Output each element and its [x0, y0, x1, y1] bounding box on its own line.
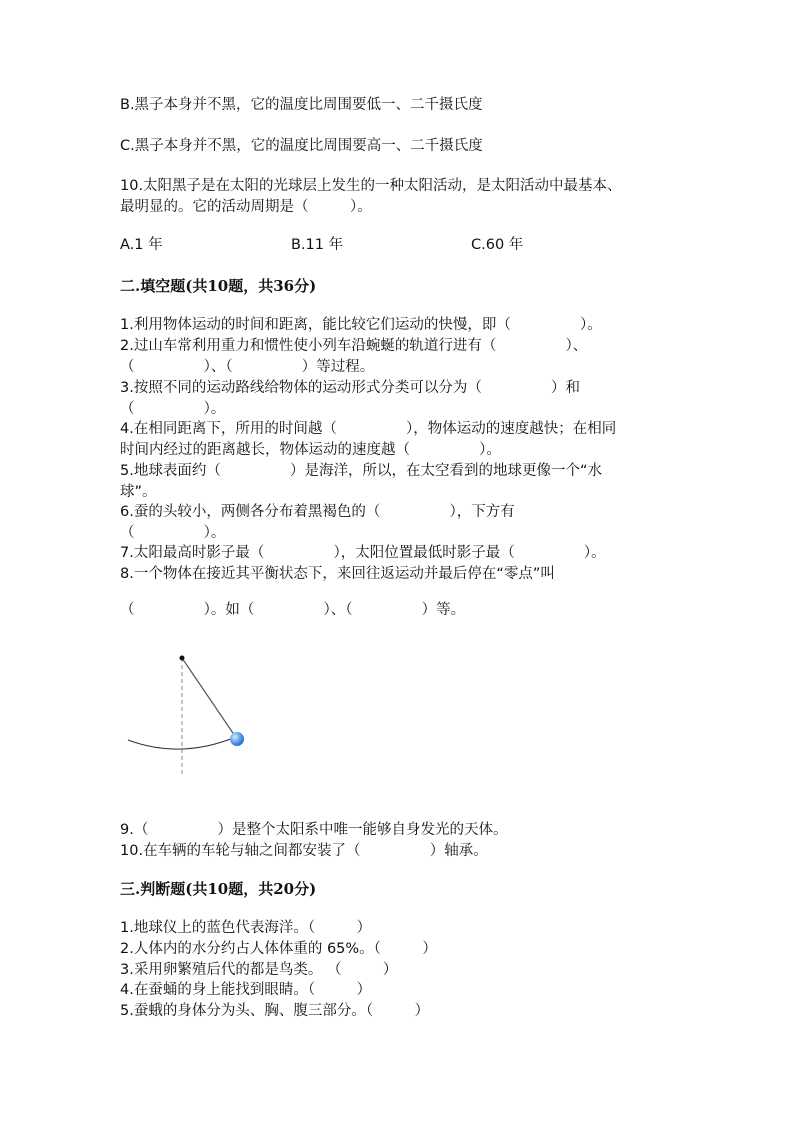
- fill-line: （ ）。: [120, 525, 226, 541]
- fill-line: 6.蚕的头较小，两侧各分布着黑褐色的（ ），下方有: [120, 504, 515, 520]
- pivot-point: [180, 656, 185, 661]
- judge-line: 4.在蚕蛹的身上能找到眼睛。（ ）: [120, 982, 372, 998]
- judge-line: 2.人体内的水分约占人体体重的 65%。（ ）: [120, 941, 437, 957]
- fill-q10: 10.在车辆的车轮与轴之间都安装了（ ）轴承。: [120, 843, 488, 859]
- fill-line: 1.利用物体运动的时间和距离，能比较它们运动的快慢，即（ ）。: [120, 317, 602, 333]
- choice-option-c: C.黑子本身并不黑，它的温度比周围要高一、二千摄氏度: [120, 138, 483, 154]
- question-10-line2: 最明显的。它的活动周期是（ ）。: [120, 199, 372, 215]
- judge-line: 3.采用卵繁殖后代的都是鸟类。 （ ）: [120, 962, 398, 978]
- fill-line: 2.过山车常利用重力和惯性使小列车沿蜿蜒的轨道行进有（ ）、: [120, 338, 588, 354]
- swing-arc: [128, 736, 238, 749]
- judge-line: 5.蚕蛾的身体分为头、胸、腹三部分。（ ）: [120, 1003, 430, 1019]
- fill-section-heading: 二.填空题(共10题，共36分): [120, 277, 317, 295]
- fill-line: 5.地球表面约（ ）是海洋，所以，在太空看到的地球更像一个“水: [120, 463, 602, 479]
- fill-q9: 9.（ ）是整个太阳系中唯一能够自身发光的天体。: [120, 822, 508, 838]
- choice-option-b: B.黑子本身并不黑，它的温度比周围要低一、二千摄氏度: [120, 97, 483, 113]
- fill-line: 7.太阳最高时影子最（ ），太阳位置最低时影子最（ ）。: [120, 545, 606, 561]
- fill-line: （ ）、（ ）等过程。: [120, 359, 375, 375]
- question-10-option-c: C.60 年: [471, 237, 524, 253]
- question-10-option-a: A.1 年: [120, 237, 163, 253]
- judge-line: 1.地球仪上的蓝色代表海洋。（ ）: [120, 920, 372, 936]
- fill-line: 8.一个物体在接近其平衡状态下，来回往返运动并最后停在“零点”叫: [120, 566, 555, 582]
- pendulum-bob: [230, 732, 244, 746]
- fill-line: 4.在相同距离下，所用的时间越（ ），物体运动的速度越快；在相同: [120, 421, 617, 437]
- fill-line: 球”。: [120, 484, 157, 500]
- pendulum-figure: [120, 648, 260, 778]
- fill-line: （ ）。: [120, 401, 226, 417]
- question-10-line1: 10.太阳黑子是在太阳的光球层上发生的一种太阳活动，是太阳活动中最基本、: [120, 178, 622, 194]
- pendulum-string: [182, 658, 237, 739]
- fill-line: 时间内经过的距离越长，物体运动的速度越（ ）。: [120, 442, 501, 458]
- judge-section-heading: 三.判断题(共10题，共20分): [120, 880, 317, 898]
- fill-q8-blanks: （ ）。如（ ）、（ ）等。: [120, 602, 466, 618]
- question-10-option-b: B.11 年: [291, 237, 344, 253]
- fill-line: 3.按照不同的运动路线给物体的运动形式分类可以分为（ ）和: [120, 380, 580, 396]
